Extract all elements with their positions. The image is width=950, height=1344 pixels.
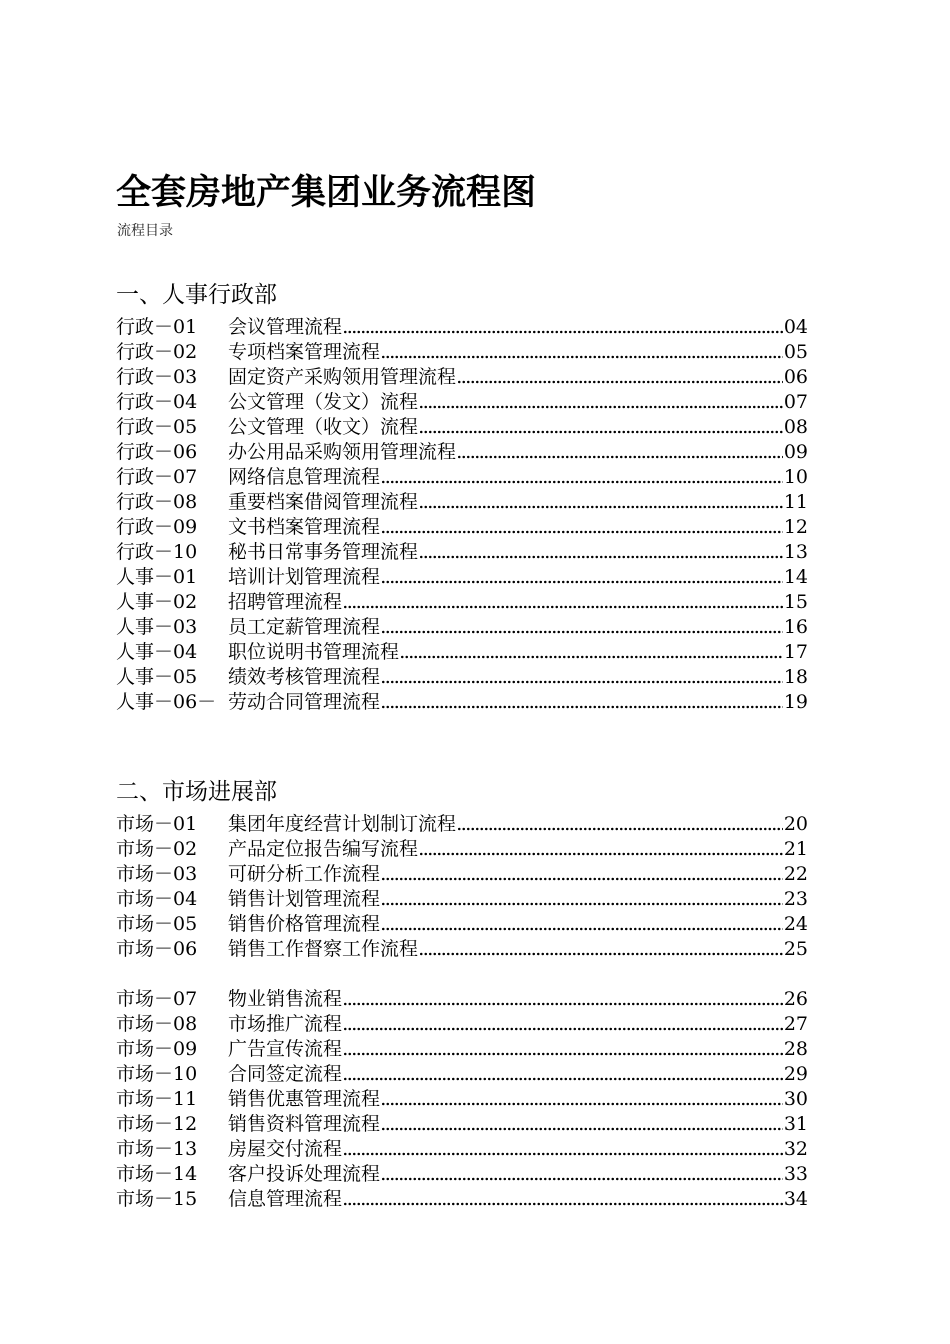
toc-entry[interactable] [116,1037,808,1062]
document-subtitle: 流程目录 [117,223,173,239]
toc-entry-code: 市场－02 [116,838,198,860]
toc-entry-title: 重要档案借阅管理流程 [228,491,419,513]
toc-entry[interactable] [116,390,808,415]
toc-entry-page: 10 [783,466,808,488]
toc-entry[interactable] [116,315,808,340]
dot-leader [343,1076,783,1082]
toc-entry-page: 24 [783,913,808,935]
toc-entry-code: 人事－06－ [116,691,217,713]
toc-entry-title: 网络信息管理流程 [228,466,381,488]
dot-leader [381,629,783,635]
dot-leader [419,404,783,410]
toc-entry-code: 市场－01 [116,813,198,835]
toc-entry-title: 销售优惠管理流程 [228,1088,381,1110]
toc-entry-title: 产品定位报告编写流程 [228,838,419,860]
dot-leader [343,1151,783,1157]
toc-entry-title: 可研分析工作流程 [228,863,381,885]
toc-entry-title: 集团年度经营计划制订流程 [228,813,457,835]
toc-entry-page: 25 [783,938,808,960]
toc-entry-title: 物业销售流程 [228,988,343,1010]
toc-entry[interactable] [116,615,808,640]
toc-entry[interactable] [116,837,808,862]
toc-entry-page: 07 [783,391,808,413]
dot-leader [419,554,783,560]
toc-entry-code: 市场－06 [116,938,198,960]
toc-entry-page: 11 [783,491,808,513]
dot-leader [343,1026,783,1032]
dot-leader [343,1001,783,1007]
toc-entry[interactable] [116,1087,808,1112]
toc-entry-page: 20 [783,813,808,835]
dot-leader [381,926,783,932]
toc-entry-page: 19 [783,691,808,713]
toc-entry-title: 绩效考核管理流程 [228,666,381,688]
dot-leader [343,1201,783,1207]
toc-entry-title: 广告宣传流程 [228,1038,343,1060]
toc-entry-code: 市场－04 [116,888,198,910]
toc-entry-code: 市场－05 [116,913,198,935]
toc-entry[interactable] [116,1012,808,1037]
toc-entry-title: 信息管理流程 [228,1188,343,1210]
toc-entry-page: 17 [783,641,808,663]
dot-leader [343,329,783,335]
toc-entry-code: 市场－08 [116,1013,198,1035]
toc-entry-code: 人事－02 [116,591,198,613]
dot-leader [343,604,783,610]
toc-entry-title: 专项档案管理流程 [228,341,381,363]
toc-entry-page: 09 [783,441,808,463]
dot-leader [381,876,783,882]
toc-entry-title: 市场推广流程 [228,1013,343,1035]
toc-entry[interactable] [116,1187,808,1212]
toc-entry[interactable] [116,490,808,515]
dot-leader [381,1176,783,1182]
dot-leader [381,579,783,585]
dot-leader [381,1101,783,1107]
toc-entry-code: 市场－09 [116,1038,198,1060]
toc-entry[interactable] [116,937,808,962]
toc-entry-page: 32 [783,1138,808,1160]
toc-entry[interactable] [116,440,808,465]
toc-entry-page: 04 [783,316,808,338]
toc-entry-title: 销售价格管理流程 [228,913,381,935]
toc-entry-code: 人事－01 [116,566,198,588]
toc-entry-code: 市场－03 [116,863,198,885]
dot-leader [381,704,783,710]
dot-leader [381,479,783,485]
dot-leader [381,1126,783,1132]
toc-entry-code: 市场－13 [116,1138,198,1160]
section-heading: 二、市场进展部 [116,779,277,805]
toc-entry-page: 21 [783,838,808,860]
toc-entry-code: 市场－11 [116,1088,198,1110]
toc-entry-page: 23 [783,888,808,910]
toc-entry-page: 08 [783,416,808,438]
toc-entry[interactable] [116,665,808,690]
toc-entry-title: 合同签定流程 [228,1063,343,1085]
document-title: 全套房地产集团业务流程图 [116,173,537,213]
toc-entry-title: 公文管理（收文）流程 [228,416,419,438]
toc-entry[interactable] [116,565,808,590]
toc-entry[interactable] [116,640,808,665]
dot-leader [457,454,783,460]
toc-entry-code: 行政－03 [116,366,198,388]
toc-entry-title: 销售资料管理流程 [228,1113,381,1135]
toc-entry-page: 18 [783,666,808,688]
toc-entry-code: 人事－03 [116,616,198,638]
toc-entry-code: 市场－07 [116,988,198,1010]
toc-entry[interactable] [116,365,808,390]
toc-entry-page: 16 [783,616,808,638]
dot-leader [381,354,783,360]
dot-leader [381,529,783,535]
toc-entry-page: 12 [783,516,808,538]
toc-entry-code: 行政－02 [116,341,198,363]
toc-entry-code: 市场－10 [116,1063,198,1085]
toc-entry-page: 28 [783,1038,808,1060]
toc-entry[interactable] [116,1162,808,1187]
section-market-development [116,777,808,1212]
toc-entry-title: 劳动合同管理流程 [228,691,381,713]
toc-entry[interactable] [116,540,808,565]
toc-entry-code: 行政－04 [116,391,198,413]
toc-entry-page: 14 [783,566,808,588]
toc-entry-page: 34 [783,1188,808,1210]
toc-entry[interactable] [116,862,808,887]
toc-entry-page: 31 [783,1113,808,1135]
section-hr-admin [116,280,808,715]
toc-entry-page: 26 [783,988,808,1010]
toc-entry-code: 行政－06 [116,441,198,463]
toc-entry-title: 招聘管理流程 [228,591,343,613]
toc-entry-code: 人事－05 [116,666,198,688]
toc-entry-code: 市场－12 [116,1113,198,1135]
toc-entry[interactable] [116,415,808,440]
dot-leader [419,951,783,957]
toc-entry[interactable] [116,340,808,365]
toc-entry-title: 职位说明书管理流程 [228,641,400,663]
toc-entry-code: 行政－09 [116,516,198,538]
toc-entry-page: 27 [783,1013,808,1035]
toc-entry[interactable] [116,987,808,1012]
dot-leader [419,504,783,510]
dot-leader [419,851,783,857]
toc-entry-code: 行政－08 [116,491,198,513]
toc-entry-title: 员工定薪管理流程 [228,616,381,638]
toc-entry[interactable] [116,887,808,912]
toc-entry[interactable] [116,1137,808,1162]
toc-entry-title: 文书档案管理流程 [228,516,381,538]
toc-entry-title: 固定资产采购领用管理流程 [228,366,457,388]
toc-entry-code: 人事－04 [116,641,198,663]
toc-entry-code: 行政－07 [116,466,198,488]
toc-entry-page: 05 [783,341,808,363]
toc-entry-page: 22 [783,863,808,885]
toc-entry-title: 会议管理流程 [228,316,343,338]
toc-entry-page: 33 [783,1163,808,1185]
dot-leader [400,654,783,660]
toc-entry[interactable] [116,912,808,937]
toc-entry-code: 行政－10 [116,541,198,563]
toc-entry-title: 培训计划管理流程 [228,566,381,588]
dot-leader [457,826,783,832]
toc-entry[interactable] [116,1112,808,1137]
toc-entry-code: 市场－15 [116,1188,198,1210]
dot-leader [343,1051,783,1057]
toc-entry-title: 公文管理（发文）流程 [228,391,419,413]
toc-entry[interactable] [116,812,808,837]
toc-entry[interactable] [116,590,808,615]
toc-entry-title: 销售计划管理流程 [228,888,381,910]
toc-entry-code: 行政－05 [116,416,198,438]
toc-entry[interactable] [116,515,808,540]
dot-leader [457,379,783,385]
toc-entry-page: 15 [783,591,808,613]
toc-entry[interactable] [116,1062,808,1087]
dot-leader [381,901,783,907]
toc-entry-title: 客户投诉处理流程 [228,1163,381,1185]
toc-entry-title: 销售工作督察工作流程 [228,938,419,960]
toc-entry-title: 秘书日常事务管理流程 [228,541,419,563]
toc-entry-code: 行政－01 [116,316,198,338]
toc-entry-title: 房屋交付流程 [228,1138,343,1160]
toc-entry-title: 办公用品采购领用管理流程 [228,441,457,463]
toc-entry-code: 市场－14 [116,1163,198,1185]
toc-entry-page: 30 [783,1088,808,1110]
toc-entry-page: 29 [783,1063,808,1085]
section-heading: 一、人事行政部 [116,282,277,308]
toc-entry[interactable] [116,465,808,490]
toc-entry[interactable] [116,690,808,715]
toc-entry-page: 13 [783,541,808,563]
toc-entry-page: 06 [783,366,808,388]
dot-leader [419,429,783,435]
dot-leader [381,679,783,685]
